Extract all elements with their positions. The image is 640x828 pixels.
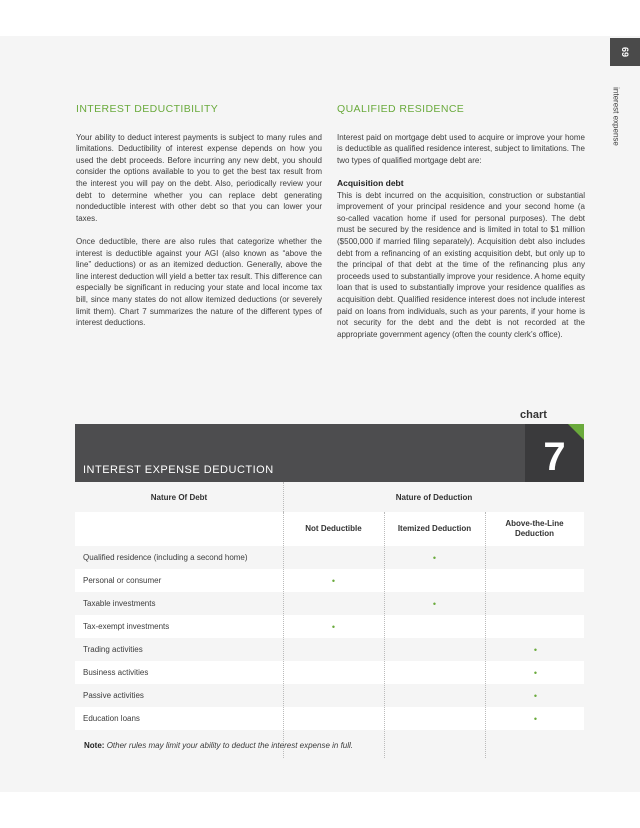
section-label: interest expense (611, 87, 621, 146)
header-nature-of-debt: Nature Of Debt (150, 492, 208, 502)
top-margin (0, 0, 640, 36)
check-mark: • (533, 690, 538, 701)
row-label: Personal or consumer (83, 576, 162, 585)
note-text: Other rules may limit your ability to deduct the interest expense in full. (106, 741, 354, 750)
chart-title: INTEREST EXPENSE DEDUCTION (83, 464, 274, 476)
table-row (75, 684, 584, 707)
deduction-table (75, 482, 584, 730)
table-header-secondary (75, 512, 584, 546)
row-label: Taxable investments (83, 599, 156, 608)
page-number-tab (610, 38, 640, 66)
check-mark: • (533, 667, 538, 678)
page-number: 69 (620, 46, 630, 57)
row-label: Business activities (83, 668, 149, 677)
check-mark: • (533, 644, 538, 655)
table-row (75, 661, 584, 684)
left-column (76, 104, 322, 340)
check-mark: • (331, 575, 336, 586)
column-divider (485, 512, 486, 758)
row-label: Tax-exempt investments (83, 622, 170, 631)
chart-number: 7 (543, 434, 566, 479)
column-header-above-the-line: Above-the-Line Deduction (505, 519, 564, 538)
chart-corner-accent (568, 424, 584, 440)
column-divider (283, 512, 284, 758)
header-nature-of-deduction: Nature of Deduction (283, 482, 584, 512)
paragraph: Your ability to deduct interest payments is subject to many rules and limitations. Deductibility of interest expense depends on how you used the debt proceeds. Before incurring any new debt, you should consider the options available to you to get the best tax result from the interest you will pay on the debt. Also, periodically review your debt to determine whether you can replace debt generating nondeductible interest with other debt so that you can lower your taxes. (76, 132, 322, 223)
chart-label: chart (520, 409, 547, 421)
column-header-not-deductible: Not Deductible (305, 524, 362, 533)
check-mark: • (533, 713, 538, 724)
chart-header (75, 424, 584, 482)
check-mark: • (432, 552, 437, 563)
check-mark: • (331, 621, 336, 632)
column-header-itemized: Itemized Deduction (397, 524, 472, 533)
row-label: Trading activities (83, 645, 143, 654)
right-column (337, 104, 585, 352)
table-row (75, 638, 584, 661)
heading-qualified-residence: QUALIFIED RESIDENCE (337, 103, 465, 115)
paragraph: Once deductible, there are also rules that categorize whether the interest is deductible against your AGI (also known as “above the line” deductions) or as an itemized deduction. Generally, above the line interest deduction will yield a better tax result. This difference can especially be significant in reducing your state and local income tax bill, since many states do not allow itemized deductions (or severely limit them). Chart 7 summarizes the nature of the different types of interest deductions. (76, 236, 322, 328)
table-row (75, 546, 584, 569)
paragraph: Interest paid on mortgage debt used to acquire or improve your home is deductible as qualified residence interest, subject to limitations. The two types of qualified mortgage debt are: (337, 132, 585, 165)
section-label-container (606, 72, 626, 172)
row-label: Education loans (83, 714, 140, 723)
row-label: Qualified residence (including a second home) (83, 553, 248, 562)
bottom-margin (0, 792, 640, 828)
table-header-primary (75, 482, 584, 512)
paragraph: This is debt incurred on the acquisition, construction or substantial improvement of your principal residence and your second home (a so-called vacation home if used for personal purposes). The debt must be secured by the residence and is limited in total to $1 million ($500,000 if married filing separately). Acquisition debt also includes debt from a refinancing of an existing acquisition debt, but only up to the principal of that debt at the time of the refinancing plus any proceeds used to substantially improve your residence. A home equity loan that is used to substantially improve your residence qualifies as acquisition debt. Qualified residence interest does not include interest paid on loans from individuals, such as your parents, if your home is not security for the debt and the debt is not recorded at the appropriate government agency (often the county clerk’s office). (337, 190, 585, 339)
row-label: Passive activities (83, 691, 144, 700)
chart-note (84, 741, 353, 750)
heading-interest-deductibility: INTEREST DEDUCTIBILITY (76, 103, 219, 115)
note-label: Note: (84, 741, 105, 750)
table-row (75, 592, 584, 615)
table-row (75, 569, 584, 592)
table-row (75, 615, 584, 638)
table-body (75, 546, 584, 730)
subheading-acquisition-debt: Acquisition debt (337, 177, 404, 188)
column-divider (384, 512, 385, 758)
check-mark: • (432, 598, 437, 609)
table-row (75, 707, 584, 730)
